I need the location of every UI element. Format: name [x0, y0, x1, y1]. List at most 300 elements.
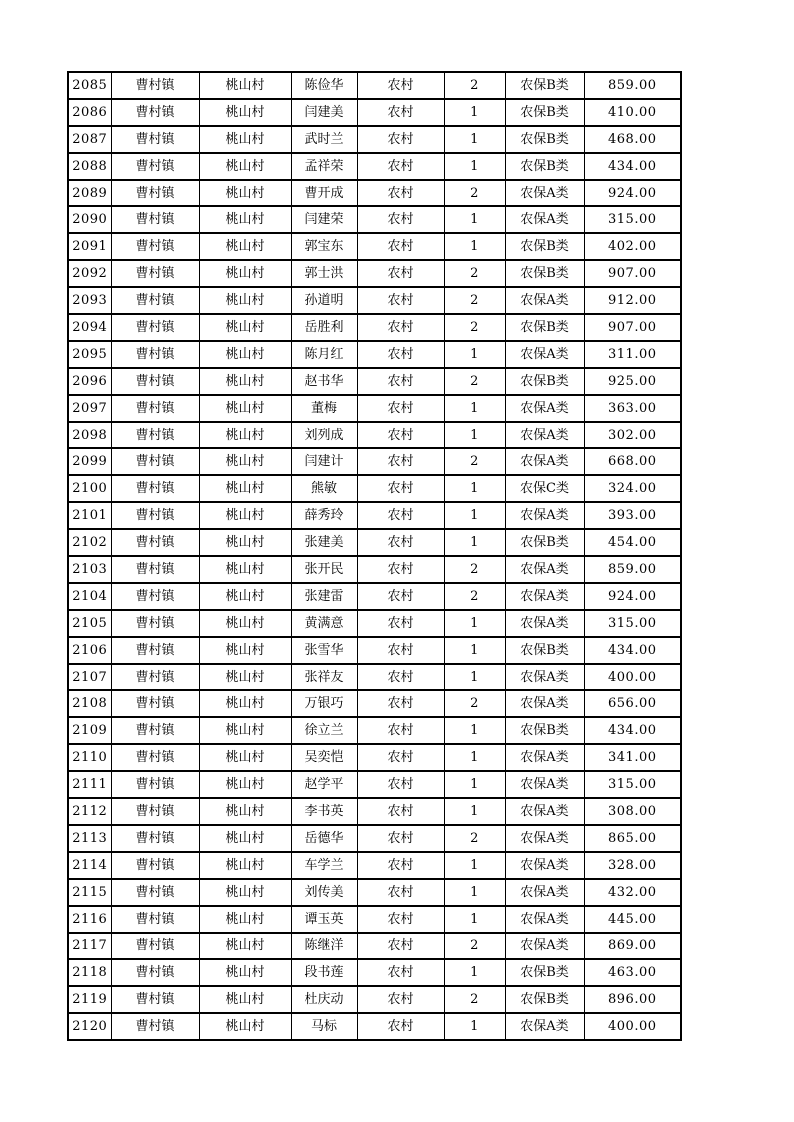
cell-category: 农保A类	[505, 933, 584, 960]
insurance-records-table	[67, 71, 682, 1041]
cell-amount: 308.00	[584, 798, 681, 825]
cell-count: 1	[444, 206, 505, 233]
table-row	[68, 933, 681, 960]
cell-village: 桃山村	[199, 260, 291, 287]
cell-residence: 农村	[357, 126, 444, 153]
cell-id: 2088	[68, 153, 111, 180]
cell-name: 吴奕恺	[291, 744, 357, 771]
cell-id: 2098	[68, 422, 111, 449]
table-row	[68, 180, 681, 207]
table-row	[68, 583, 681, 610]
cell-category: 农保A类	[505, 341, 584, 368]
cell-count: 1	[444, 475, 505, 502]
cell-amount: 434.00	[584, 717, 681, 744]
cell-name: 张雪华	[291, 637, 357, 664]
cell-category: 农保B类	[505, 529, 584, 556]
cell-amount: 869.00	[584, 933, 681, 960]
cell-category: 农保B类	[505, 126, 584, 153]
cell-category: 农保B类	[505, 260, 584, 287]
table-row	[68, 798, 681, 825]
cell-count: 1	[444, 341, 505, 368]
cell-name: 孙道明	[291, 287, 357, 314]
cell-name: 董梅	[291, 395, 357, 422]
cell-name: 张建美	[291, 529, 357, 556]
cell-id: 2087	[68, 126, 111, 153]
cell-id: 2092	[68, 260, 111, 287]
cell-id: 2099	[68, 448, 111, 475]
cell-count: 1	[444, 153, 505, 180]
cell-village: 桃山村	[199, 529, 291, 556]
cell-id: 2100	[68, 475, 111, 502]
cell-category: 农保A类	[505, 825, 584, 852]
cell-residence: 农村	[357, 825, 444, 852]
cell-category: 农保B类	[505, 717, 584, 744]
cell-village: 桃山村	[199, 771, 291, 798]
cell-amount: 668.00	[584, 448, 681, 475]
cell-count: 2	[444, 825, 505, 852]
cell-id: 2094	[68, 314, 111, 341]
cell-name: 李书英	[291, 798, 357, 825]
table-row	[68, 260, 681, 287]
cell-id: 2114	[68, 852, 111, 879]
cell-village: 桃山村	[199, 72, 291, 99]
cell-village: 桃山村	[199, 448, 291, 475]
cell-id: 2110	[68, 744, 111, 771]
cell-village: 桃山村	[199, 395, 291, 422]
cell-residence: 农村	[357, 798, 444, 825]
cell-name: 张建雷	[291, 583, 357, 610]
cell-category: 农保B类	[505, 153, 584, 180]
table-row	[68, 422, 681, 449]
cell-town: 曹村镇	[111, 664, 199, 691]
cell-id: 2108	[68, 690, 111, 717]
cell-residence: 农村	[357, 368, 444, 395]
cell-name: 曹开成	[291, 180, 357, 207]
cell-id: 2103	[68, 556, 111, 583]
cell-town: 曹村镇	[111, 771, 199, 798]
cell-town: 曹村镇	[111, 933, 199, 960]
table-row	[68, 637, 681, 664]
cell-village: 桃山村	[199, 99, 291, 126]
cell-residence: 农村	[357, 99, 444, 126]
cell-village: 桃山村	[199, 637, 291, 664]
cell-village: 桃山村	[199, 341, 291, 368]
cell-count: 2	[444, 986, 505, 1013]
cell-amount: 400.00	[584, 1013, 681, 1040]
cell-name: 薛秀玲	[291, 502, 357, 529]
cell-town: 曹村镇	[111, 422, 199, 449]
cell-residence: 农村	[357, 72, 444, 99]
cell-name: 赵学平	[291, 771, 357, 798]
cell-amount: 924.00	[584, 583, 681, 610]
cell-id: 2095	[68, 341, 111, 368]
cell-category: 农保A类	[505, 422, 584, 449]
cell-name: 段书莲	[291, 959, 357, 986]
cell-category: 农保A类	[505, 1013, 584, 1040]
cell-category: 农保B类	[505, 368, 584, 395]
cell-count: 1	[444, 395, 505, 422]
cell-category: 农保B类	[505, 959, 584, 986]
cell-category: 农保A类	[505, 502, 584, 529]
table-row	[68, 341, 681, 368]
cell-id: 2109	[68, 717, 111, 744]
cell-category: 农保A类	[505, 448, 584, 475]
cell-name: 张开民	[291, 556, 357, 583]
cell-town: 曹村镇	[111, 153, 199, 180]
cell-town: 曹村镇	[111, 395, 199, 422]
table-row	[68, 206, 681, 233]
table-row	[68, 664, 681, 691]
cell-category: 农保A类	[505, 852, 584, 879]
cell-id: 2117	[68, 933, 111, 960]
cell-amount: 315.00	[584, 610, 681, 637]
cell-town: 曹村镇	[111, 798, 199, 825]
cell-count: 1	[444, 798, 505, 825]
cell-category: 农保B类	[505, 314, 584, 341]
cell-village: 桃山村	[199, 825, 291, 852]
cell-village: 桃山村	[199, 959, 291, 986]
table-row	[68, 529, 681, 556]
cell-amount: 859.00	[584, 72, 681, 99]
cell-residence: 农村	[357, 233, 444, 260]
cell-residence: 农村	[357, 260, 444, 287]
cell-count: 2	[444, 260, 505, 287]
cell-amount: 324.00	[584, 475, 681, 502]
cell-town: 曹村镇	[111, 448, 199, 475]
cell-count: 1	[444, 1013, 505, 1040]
cell-category: 农保A类	[505, 556, 584, 583]
cell-residence: 农村	[357, 206, 444, 233]
table-row	[68, 610, 681, 637]
cell-residence: 农村	[357, 610, 444, 637]
cell-town: 曹村镇	[111, 72, 199, 99]
table-row	[68, 99, 681, 126]
cell-category: 农保A类	[505, 206, 584, 233]
cell-category: 农保A类	[505, 771, 584, 798]
cell-town: 曹村镇	[111, 690, 199, 717]
cell-id: 2119	[68, 986, 111, 1013]
cell-town: 曹村镇	[111, 610, 199, 637]
cell-amount: 311.00	[584, 341, 681, 368]
table-row	[68, 368, 681, 395]
cell-amount: 393.00	[584, 502, 681, 529]
table-row	[68, 314, 681, 341]
cell-town: 曹村镇	[111, 233, 199, 260]
cell-name: 闫建荣	[291, 206, 357, 233]
cell-amount: 302.00	[584, 422, 681, 449]
table-row	[68, 72, 681, 99]
cell-name: 刘传美	[291, 879, 357, 906]
cell-amount: 907.00	[584, 260, 681, 287]
records-tbody	[68, 72, 681, 1040]
cell-name: 马标	[291, 1013, 357, 1040]
cell-amount: 328.00	[584, 852, 681, 879]
cell-town: 曹村镇	[111, 852, 199, 879]
cell-count: 1	[444, 664, 505, 691]
table-row	[68, 502, 681, 529]
table-row	[68, 986, 681, 1013]
cell-count: 2	[444, 314, 505, 341]
cell-amount: 468.00	[584, 126, 681, 153]
table-row	[68, 448, 681, 475]
cell-amount: 454.00	[584, 529, 681, 556]
cell-count: 1	[444, 852, 505, 879]
cell-name: 武时兰	[291, 126, 357, 153]
cell-village: 桃山村	[199, 153, 291, 180]
cell-category: 农保B类	[505, 986, 584, 1013]
cell-residence: 农村	[357, 341, 444, 368]
cell-category: 农保B类	[505, 99, 584, 126]
cell-category: 农保A类	[505, 610, 584, 637]
cell-residence: 农村	[357, 933, 444, 960]
cell-name: 岳胜利	[291, 314, 357, 341]
cell-residence: 农村	[357, 879, 444, 906]
cell-id: 2112	[68, 798, 111, 825]
cell-town: 曹村镇	[111, 341, 199, 368]
cell-name: 郭士洪	[291, 260, 357, 287]
cell-count: 1	[444, 637, 505, 664]
cell-residence: 农村	[357, 906, 444, 933]
cell-name: 杜庆动	[291, 986, 357, 1013]
cell-category: 农保A类	[505, 744, 584, 771]
cell-town: 曹村镇	[111, 556, 199, 583]
cell-id: 2090	[68, 206, 111, 233]
cell-name: 刘列成	[291, 422, 357, 449]
cell-category: 农保A类	[505, 583, 584, 610]
cell-amount: 434.00	[584, 153, 681, 180]
cell-count: 1	[444, 879, 505, 906]
cell-count: 1	[444, 744, 505, 771]
cell-name: 谭玉英	[291, 906, 357, 933]
cell-residence: 农村	[357, 690, 444, 717]
cell-town: 曹村镇	[111, 637, 199, 664]
cell-name: 闫建美	[291, 99, 357, 126]
cell-amount: 315.00	[584, 206, 681, 233]
table-row	[68, 959, 681, 986]
cell-id: 2102	[68, 529, 111, 556]
cell-count: 1	[444, 906, 505, 933]
cell-residence: 农村	[357, 502, 444, 529]
cell-count: 1	[444, 502, 505, 529]
cell-category: 农保A类	[505, 287, 584, 314]
cell-category: 农保B类	[505, 233, 584, 260]
cell-town: 曹村镇	[111, 717, 199, 744]
cell-id: 2091	[68, 233, 111, 260]
cell-village: 桃山村	[199, 852, 291, 879]
cell-amount: 434.00	[584, 637, 681, 664]
table-row	[68, 690, 681, 717]
cell-residence: 农村	[357, 744, 444, 771]
cell-name: 张祥友	[291, 664, 357, 691]
cell-town: 曹村镇	[111, 1013, 199, 1040]
cell-village: 桃山村	[199, 502, 291, 529]
cell-residence: 农村	[357, 475, 444, 502]
table-row	[68, 717, 681, 744]
cell-name: 车学兰	[291, 852, 357, 879]
cell-count: 2	[444, 690, 505, 717]
cell-count: 1	[444, 126, 505, 153]
cell-category: 农保A类	[505, 664, 584, 691]
cell-name: 郭宝东	[291, 233, 357, 260]
cell-town: 曹村镇	[111, 879, 199, 906]
cell-residence: 农村	[357, 583, 444, 610]
cell-count: 1	[444, 717, 505, 744]
cell-village: 桃山村	[199, 798, 291, 825]
cell-id: 2116	[68, 906, 111, 933]
cell-category: 农保B类	[505, 637, 584, 664]
table-row	[68, 126, 681, 153]
cell-amount: 432.00	[584, 879, 681, 906]
cell-count: 2	[444, 556, 505, 583]
cell-id: 2118	[68, 959, 111, 986]
cell-name: 岳德华	[291, 825, 357, 852]
cell-amount: 912.00	[584, 287, 681, 314]
cell-town: 曹村镇	[111, 583, 199, 610]
cell-residence: 农村	[357, 717, 444, 744]
cell-village: 桃山村	[199, 287, 291, 314]
cell-village: 桃山村	[199, 986, 291, 1013]
cell-town: 曹村镇	[111, 99, 199, 126]
cell-id: 2120	[68, 1013, 111, 1040]
cell-town: 曹村镇	[111, 287, 199, 314]
table-row	[68, 233, 681, 260]
cell-amount: 410.00	[584, 99, 681, 126]
table-row	[68, 1013, 681, 1040]
cell-id: 2105	[68, 610, 111, 637]
cell-village: 桃山村	[199, 879, 291, 906]
cell-name: 闫建计	[291, 448, 357, 475]
cell-village: 桃山村	[199, 610, 291, 637]
cell-category: 农保A类	[505, 180, 584, 207]
cell-count: 2	[444, 368, 505, 395]
cell-residence: 农村	[357, 664, 444, 691]
cell-village: 桃山村	[199, 314, 291, 341]
cell-count: 2	[444, 180, 505, 207]
cell-residence: 农村	[357, 153, 444, 180]
cell-village: 桃山村	[199, 126, 291, 153]
cell-id: 2086	[68, 99, 111, 126]
table-row	[68, 395, 681, 422]
cell-count: 2	[444, 933, 505, 960]
cell-village: 桃山村	[199, 1013, 291, 1040]
cell-town: 曹村镇	[111, 502, 199, 529]
cell-residence: 农村	[357, 395, 444, 422]
table-row	[68, 825, 681, 852]
cell-town: 曹村镇	[111, 180, 199, 207]
cell-town: 曹村镇	[111, 368, 199, 395]
cell-count: 2	[444, 583, 505, 610]
cell-amount: 925.00	[584, 368, 681, 395]
cell-count: 2	[444, 72, 505, 99]
cell-residence: 农村	[357, 448, 444, 475]
cell-town: 曹村镇	[111, 959, 199, 986]
cell-id: 2106	[68, 637, 111, 664]
cell-amount: 865.00	[584, 825, 681, 852]
cell-village: 桃山村	[199, 556, 291, 583]
cell-amount: 656.00	[584, 690, 681, 717]
cell-id: 2111	[68, 771, 111, 798]
cell-count: 1	[444, 610, 505, 637]
cell-amount: 445.00	[584, 906, 681, 933]
cell-name: 陈俭华	[291, 72, 357, 99]
table-row	[68, 287, 681, 314]
cell-town: 曹村镇	[111, 314, 199, 341]
cell-category: 农保C类	[505, 475, 584, 502]
cell-name: 万银巧	[291, 690, 357, 717]
cell-category: 农保B类	[505, 72, 584, 99]
table-row	[68, 153, 681, 180]
cell-village: 桃山村	[199, 933, 291, 960]
cell-village: 桃山村	[199, 690, 291, 717]
cell-amount: 363.00	[584, 395, 681, 422]
cell-town: 曹村镇	[111, 126, 199, 153]
cell-residence: 农村	[357, 556, 444, 583]
cell-residence: 农村	[357, 771, 444, 798]
cell-name: 黄满意	[291, 610, 357, 637]
cell-count: 2	[444, 287, 505, 314]
table-row	[68, 771, 681, 798]
cell-town: 曹村镇	[111, 986, 199, 1013]
cell-count: 1	[444, 99, 505, 126]
cell-village: 桃山村	[199, 664, 291, 691]
cell-village: 桃山村	[199, 906, 291, 933]
cell-town: 曹村镇	[111, 260, 199, 287]
table-row	[68, 744, 681, 771]
cell-id: 2101	[68, 502, 111, 529]
cell-amount: 924.00	[584, 180, 681, 207]
cell-category: 农保A类	[505, 690, 584, 717]
cell-name: 陈月红	[291, 341, 357, 368]
cell-amount: 463.00	[584, 959, 681, 986]
cell-village: 桃山村	[199, 744, 291, 771]
table-row	[68, 906, 681, 933]
cell-residence: 农村	[357, 180, 444, 207]
cell-residence: 农村	[357, 637, 444, 664]
cell-residence: 农村	[357, 959, 444, 986]
cell-category: 农保A类	[505, 879, 584, 906]
cell-count: 1	[444, 422, 505, 449]
cell-count: 1	[444, 771, 505, 798]
table-row	[68, 556, 681, 583]
cell-id: 2113	[68, 825, 111, 852]
cell-amount: 400.00	[584, 664, 681, 691]
cell-village: 桃山村	[199, 717, 291, 744]
cell-town: 曹村镇	[111, 206, 199, 233]
cell-name: 徐立兰	[291, 717, 357, 744]
cell-category: 农保A类	[505, 798, 584, 825]
cell-category: 农保A类	[505, 395, 584, 422]
table-row	[68, 475, 681, 502]
cell-village: 桃山村	[199, 422, 291, 449]
cell-amount: 341.00	[584, 744, 681, 771]
cell-amount: 315.00	[584, 771, 681, 798]
cell-name: 陈继洋	[291, 933, 357, 960]
cell-category: 农保A类	[505, 906, 584, 933]
cell-id: 2097	[68, 395, 111, 422]
cell-id: 2096	[68, 368, 111, 395]
cell-village: 桃山村	[199, 583, 291, 610]
cell-village: 桃山村	[199, 475, 291, 502]
cell-amount: 907.00	[584, 314, 681, 341]
cell-residence: 农村	[357, 852, 444, 879]
cell-village: 桃山村	[199, 180, 291, 207]
cell-amount: 402.00	[584, 233, 681, 260]
cell-id: 2085	[68, 72, 111, 99]
cell-count: 2	[444, 448, 505, 475]
cell-id: 2107	[68, 664, 111, 691]
cell-id: 2089	[68, 180, 111, 207]
cell-town: 曹村镇	[111, 475, 199, 502]
